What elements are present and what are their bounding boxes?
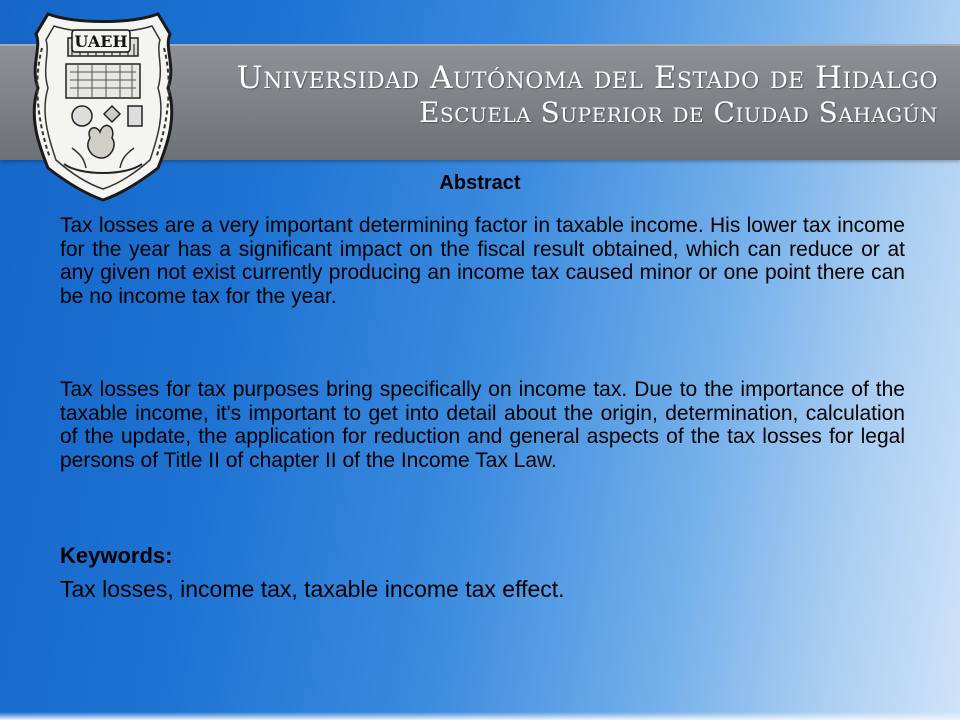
university-name: Universidad Autónoma del Estado de Hidalgo bbox=[236, 60, 938, 96]
keywords-text: Tax losses, income tax, taxable income tax effect. bbox=[60, 576, 565, 602]
university-seal-icon bbox=[20, 8, 186, 204]
school-name: Escuela Superior de Ciudad Sahagún bbox=[419, 96, 938, 129]
abstract-paragraph-2: Tax losses for tax purposes bring specifically on income tax. Due to the importance of the taxable income, it's important to get into detail about the origin, determination, calculation of the update, the application for reduction and general aspects of the tax losses for legal persons of Title II of chapter II of the Income Tax Law. bbox=[60, 378, 905, 472]
abstract-paragraph-1: Tax losses are a very important determining factor in taxable income. His lower tax income for the year has a significant impact on the fiscal result obtained, which can reduce or at any given not exist currently producing an income tax caused minor or one point there can be no income tax for the year. bbox=[60, 214, 905, 308]
seal-lettering: UAEH bbox=[74, 32, 128, 51]
abstract-title: Abstract bbox=[439, 172, 521, 194]
keywords-label: Keywords: bbox=[60, 543, 173, 568]
